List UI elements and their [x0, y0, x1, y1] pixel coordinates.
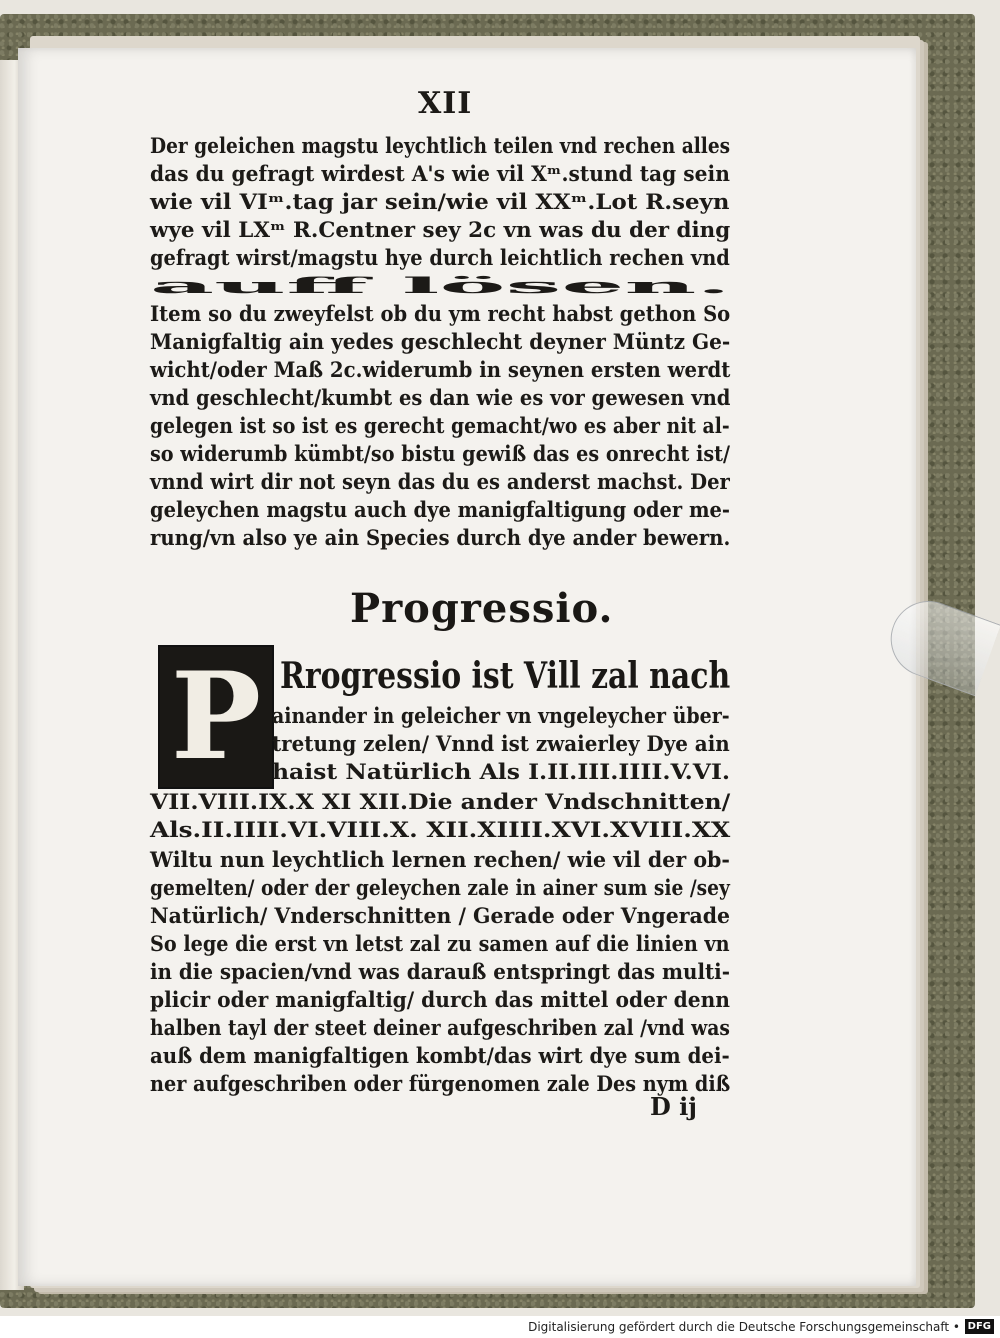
- text-line: so widerumb kümbt/so bistu gewiß das es onrecht ist/: [150, 441, 731, 466]
- footer-bar: [0, 1316, 1000, 1338]
- text-line: Natürlich/ Vnderschnitten / Gerade oder Vngerade: [150, 903, 731, 928]
- initial-letter: P: [170, 646, 262, 787]
- text-line: plicir oder manigfaltig/ durch das mittel oder denn: [150, 987, 730, 1012]
- text-line: das du gefragt wirdest A's wie vil Xᵐ.stund tag sein: [150, 161, 730, 186]
- text-line: haist Natürlich Als I.II.III.IIII.V.VI.: [272, 759, 731, 784]
- text-line: gefragt wirst/magstu hye durch leichtlich rechen vnd: [150, 245, 730, 270]
- text-line: auß dem manigfaltigen kombt/das wirt dye sum dei-: [150, 1043, 730, 1068]
- text-line: gelegen ist so ist es gerecht gemacht/wo es aber nit al-: [150, 413, 730, 438]
- text-line: ner aufgeschriben oder fürgenomen zale Des nym diß: [150, 1071, 731, 1096]
- text-line: vnnd wirt dir not seyn das du es anderst machst. Der: [150, 469, 730, 494]
- funding-notice: Digitalisierung gefördert durch die Deutsche Forschungsgemeinschaft •: [528, 1320, 960, 1334]
- first-line-large: Rrogressio ist Vill zal nach: [280, 655, 731, 697]
- text-line: rung/vn also ye ain Species durch dye ander bewern.: [150, 525, 731, 550]
- text-line: vnd geschlecht/kumbt es dan wie es vor gewesen vnd: [150, 385, 731, 410]
- signature-mark: D ij: [650, 1092, 697, 1121]
- section-heading: Progressio.: [350, 585, 614, 632]
- text-line: wie vil VIᵐ.tag jar sein/wie vil XXᵐ.Lot R.seyn: [150, 189, 730, 214]
- text-line: wye vil LXᵐ R.Centner sey 2c vn was du der ding: [150, 217, 731, 242]
- folio-number: XII: [418, 86, 473, 121]
- text-line: tretung zelen/ Vnnd ist zwaierley Dye ain: [272, 731, 730, 756]
- text-line: Der geleichen magstu leychtlich teilen vnd rechen alles: [150, 133, 731, 158]
- text-line: auff lösen.: [150, 273, 731, 298]
- text-line: Item so du zweyfelst ob du ym recht habst gethon So: [150, 301, 731, 326]
- text-line: wicht/oder Maß 2c.widerumb in seynen ersten werdt: [150, 357, 731, 382]
- text-line: in die spacien/vnd was darauß entspringt das multi-: [150, 959, 730, 984]
- dfg-logo-icon: DFG: [965, 1319, 994, 1334]
- text-line: halben tayl der steet deiner aufgeschriben zal /vnd was: [150, 1015, 730, 1040]
- text-line: Wiltu nun leychtlich lernen rechen/ wie vil der ob-: [150, 847, 730, 872]
- text-line: Als.II.IIII.VI.VIII.X. XII.XIIII.XVI.XVIII.XX: [150, 817, 731, 842]
- text-line: So lege die erst vn letst zal zu samen auf die linien vn: [150, 931, 730, 956]
- text-line: geleychen magstu auch dye manigfaltigung oder me-: [150, 497, 730, 522]
- text-line: VII.VIII.IX.X XI XII.Die ander Vndschnitten/: [150, 789, 731, 814]
- text-line: Manigfaltig ain yedes geschlecht deyner Müntz Ge-: [150, 329, 731, 354]
- decorated-initial: [158, 645, 274, 789]
- text-line: gemelten/ oder der geleychen zale in ainer sum sie /sey: [150, 875, 730, 900]
- text-line: ainander in geleicher vn vngeleycher über-: [272, 703, 730, 728]
